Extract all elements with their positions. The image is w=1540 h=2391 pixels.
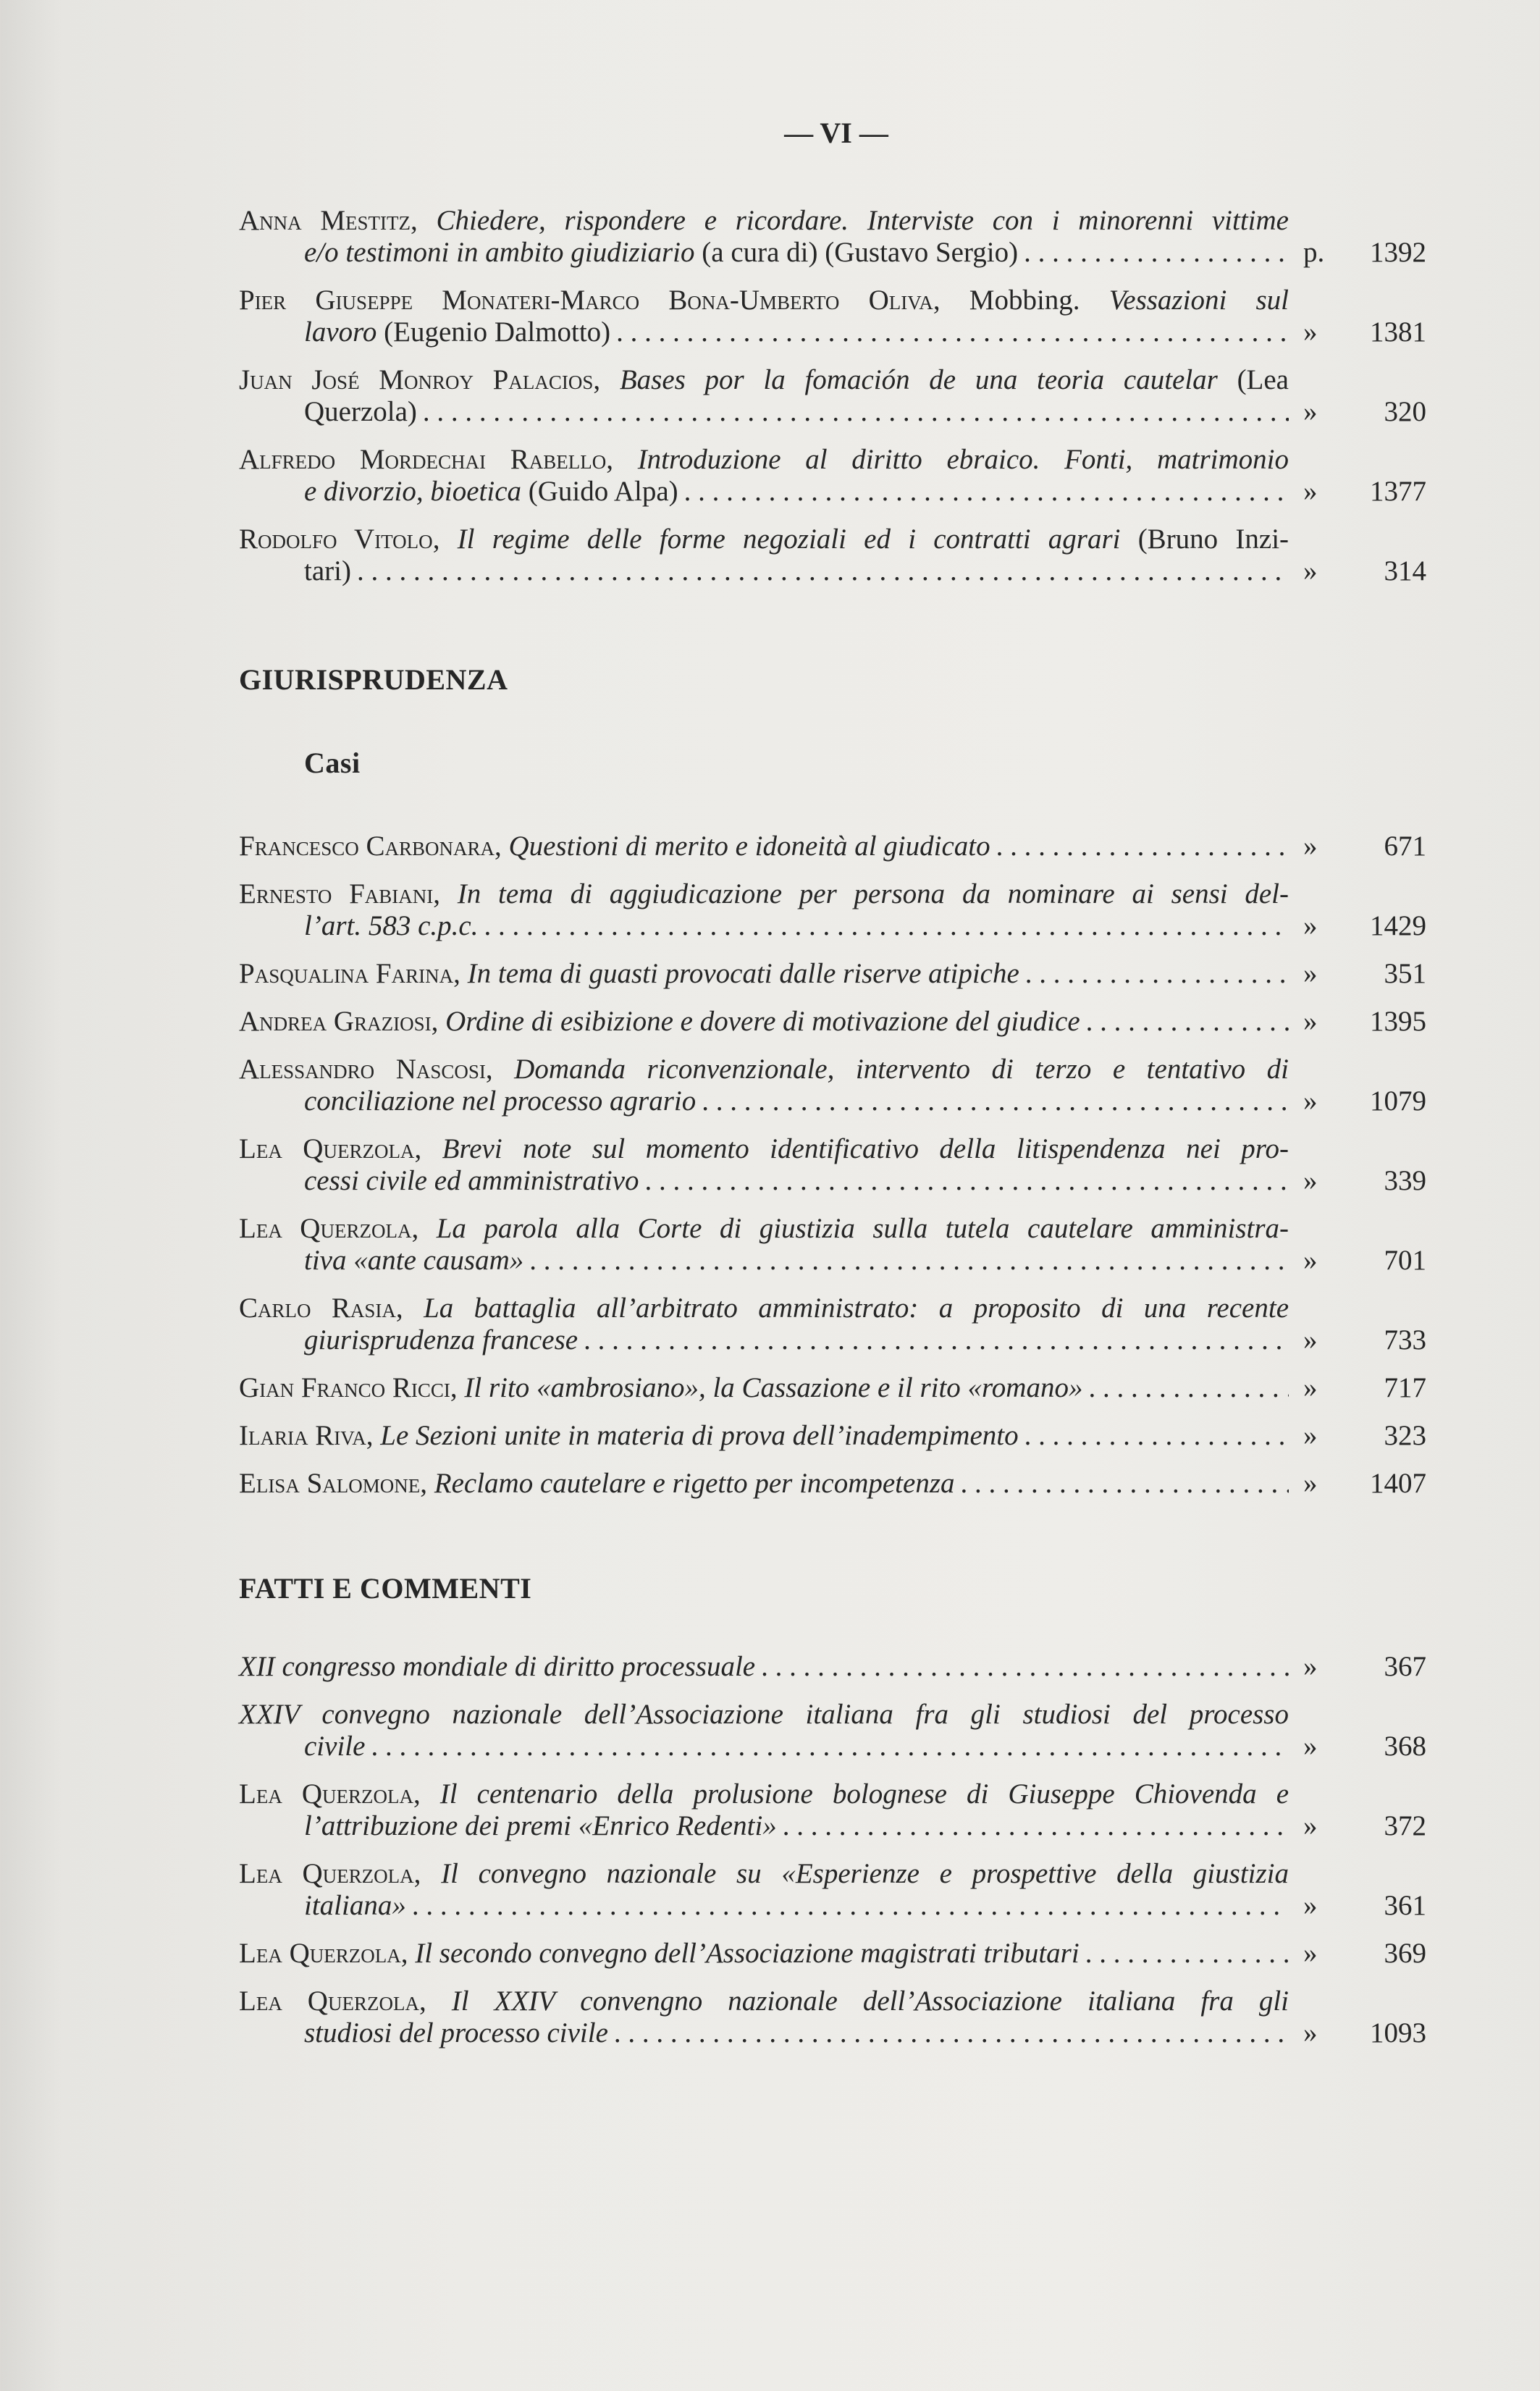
page-reference	[1289, 396, 1426, 428]
page-reference	[1289, 1938, 1426, 1970]
entry-note: ,	[414, 1133, 442, 1164]
page-reference	[1289, 316, 1426, 348]
entry-text	[304, 237, 1018, 269]
entry-author: Alessandro Nascosi	[239, 1054, 486, 1085]
toc-entry	[239, 831, 1426, 862]
entry-author: Rodolfo Vitolo	[239, 524, 433, 555]
entry-line	[239, 1890, 1426, 1922]
entry-line	[239, 1213, 1426, 1245]
entry-title: Il secondo convegno dell’Associazione magistrati tributari	[415, 1938, 1080, 1969]
entry-title: Ordine di esibizione e dovere di motivazione del giudice	[445, 1006, 1080, 1037]
entry-text	[304, 1245, 523, 1277]
subsection-heading-casi: Casi	[304, 747, 361, 779]
entry-title: studiosi del processo civile	[304, 2017, 608, 2048]
page-mark: p.	[1303, 237, 1325, 268]
entry-text	[239, 1651, 755, 1683]
entry-text	[304, 1165, 639, 1197]
entry-title: Il rito «ambrosiano», la Cassazione e il rito «romano»	[464, 1372, 1083, 1403]
entry-author: Pier Giuseppe Monateri-Marco Bona-Umberto Oliva	[239, 285, 933, 316]
page-reference	[1289, 1245, 1426, 1277]
page-mark: »	[1303, 1085, 1318, 1117]
page-mark: »	[1303, 910, 1318, 941]
page-number: 323	[1384, 1420, 1426, 1451]
leader-dots	[1080, 1938, 1289, 1970]
toc-entry	[239, 1858, 1426, 1922]
recensioni-list	[239, 205, 1426, 603]
leader-dots	[1080, 1006, 1289, 1038]
toc-entry	[239, 1372, 1426, 1404]
entry-line	[239, 1165, 1426, 1197]
entry-line	[239, 1420, 1426, 1452]
entry-title: Il regime delle forme negoziali ed i contratti agrari	[457, 524, 1121, 555]
entry-title: In tema di aggiudicazione per persona da nominare ai sensi del-	[457, 878, 1289, 909]
entry-text	[304, 396, 417, 428]
page-reference	[1289, 2017, 1426, 2049]
toc-entry	[239, 1468, 1426, 1500]
entry-title: La parola alla Corte di giustizia sulla tutela cautelare amministra-	[436, 1213, 1289, 1244]
entry-line	[239, 237, 1426, 269]
entry-title: La battaglia all’arbitrato amministrato: a proposito di una recente	[424, 1293, 1289, 1324]
entry-line	[239, 444, 1426, 476]
leader-dots	[1019, 1420, 1289, 1452]
entry-note: ,	[413, 1778, 440, 1810]
entry-title: Chiedere, rispondere e ricordare. Interviste con i minorenni vittime	[436, 205, 1289, 236]
toc-entry	[239, 1420, 1426, 1452]
entry-line	[239, 1986, 1426, 2017]
entry-text	[239, 364, 1289, 396]
entry-text	[239, 1372, 1082, 1404]
entry-author: Pasqualina Farina	[239, 958, 454, 989]
entry-note: ,	[432, 524, 458, 555]
entry-title: Il centenario della prolusione bolognese di Giuseppe Chiovenda e	[439, 1778, 1289, 1810]
entry-title: cessi civile ed amministrativo	[304, 1165, 639, 1196]
page-reference	[1289, 1420, 1426, 1452]
entry-note: (Guido Alpa)	[521, 476, 678, 507]
entry-note: ,	[495, 831, 509, 862]
page-reference	[1289, 958, 1426, 990]
entry-title: Il convegno nazionale su «Esperienze e prospettive della giustizia	[441, 1858, 1289, 1889]
entry-note: (Lea	[1217, 364, 1289, 395]
page-reference	[1289, 1165, 1426, 1197]
page-reference	[1289, 1468, 1426, 1500]
entry-note: ,	[433, 878, 458, 909]
leader-dots	[478, 910, 1289, 942]
page-mark: »	[1303, 1938, 1318, 1969]
entry-note: ,	[450, 1372, 465, 1403]
entry-line	[239, 316, 1426, 348]
toc-entry	[239, 444, 1426, 508]
leader-dots	[990, 831, 1289, 862]
entry-title: Bases por la fomación de una teoria cautelar	[619, 364, 1218, 395]
page-mark: »	[1303, 1810, 1318, 1841]
page-reference	[1289, 237, 1426, 269]
toc-entry	[239, 205, 1426, 269]
leader-dots	[417, 396, 1289, 428]
entry-author: Carlo Rasia	[239, 1293, 396, 1324]
page-mark: »	[1303, 476, 1318, 507]
entry-line	[239, 1293, 1426, 1324]
entry-note: ,	[411, 1213, 437, 1244]
entry-line	[239, 1054, 1426, 1085]
entry-note: Querzola)	[304, 396, 417, 427]
entry-note: ,	[453, 958, 468, 989]
page-reference	[1289, 1890, 1426, 1922]
entry-text	[304, 1085, 696, 1117]
leader-dots	[1082, 1372, 1289, 1404]
toc-entry	[239, 1054, 1426, 1117]
section-heading-giurisprudenza: GIURISPRUDENZA	[239, 663, 508, 696]
page-reference	[1289, 910, 1426, 942]
entry-line	[239, 958, 1426, 990]
page-reference	[1289, 1810, 1426, 1842]
toc-entry	[239, 1006, 1426, 1038]
entry-line	[239, 476, 1426, 508]
entry-title: Il XXIV convengno nazionale dell’Associazione italiana fra gli	[451, 1986, 1289, 2017]
entry-note: ,	[411, 205, 437, 236]
page-number: 1381	[1370, 316, 1426, 348]
entry-note: ,	[606, 444, 638, 475]
entry-line	[239, 1085, 1426, 1117]
page-number: 361	[1384, 1890, 1426, 1921]
page-number: 367	[1384, 1651, 1426, 1682]
entry-text	[239, 1468, 955, 1500]
page-number: 671	[1384, 831, 1426, 862]
entry-text	[239, 1054, 1289, 1085]
entry-text	[239, 1778, 1289, 1810]
leader-dots	[365, 1731, 1289, 1762]
leader-dots	[678, 476, 1289, 508]
page-reference	[1289, 1085, 1426, 1117]
entry-line	[239, 1324, 1426, 1356]
entry-text	[239, 1858, 1289, 1890]
entry-note: tari)	[304, 555, 351, 587]
leader-dots	[610, 316, 1289, 348]
page-number: 1093	[1370, 2017, 1426, 2048]
entry-title: civile	[304, 1731, 366, 1762]
entry-author: Francesco Carbonara	[239, 831, 495, 862]
entry-note: ,	[418, 1986, 452, 2017]
entry-text	[239, 1420, 1019, 1452]
entry-author: Lea Querzola	[239, 1213, 412, 1244]
entry-text	[304, 1810, 777, 1842]
page-mark: »	[1303, 2017, 1318, 2048]
entry-line	[239, 1858, 1426, 1890]
entry-text	[239, 205, 1289, 237]
entry-line	[239, 205, 1426, 237]
entry-title: Domanda riconvenzionale, intervento di terzo e tentativo di	[514, 1054, 1289, 1085]
toc-entry	[239, 1293, 1426, 1356]
toc-entry	[239, 878, 1426, 942]
toc-entry	[239, 364, 1426, 428]
entry-line	[239, 1245, 1426, 1277]
entry-line	[239, 910, 1426, 942]
toc-entry	[239, 285, 1426, 348]
page-mark: »	[1303, 1651, 1318, 1682]
leader-dots	[777, 1810, 1289, 1842]
page-mark: »	[1303, 1006, 1318, 1037]
entry-title: giurisprudenza francese	[304, 1324, 578, 1356]
page-reference	[1289, 1651, 1426, 1683]
entry-author: Anna Mestitz	[239, 205, 411, 236]
entry-title: Le Sezioni unite in materia di prova dell’inadempimento	[380, 1420, 1019, 1451]
entry-title: Brevi note sul momento identificativo della litispendenza nei pro-	[442, 1133, 1289, 1164]
entry-text	[239, 1938, 1080, 1970]
entry-title: XII congresso mondiale di diritto processuale	[239, 1651, 756, 1682]
entry-author: Lea Querzola	[239, 1133, 415, 1164]
entry-author: Ilaria Riva	[239, 1420, 366, 1451]
page-number: 351	[1384, 958, 1426, 989]
entry-author: Elisa Salomone	[239, 1468, 421, 1499]
page-mark: »	[1303, 831, 1318, 862]
entry-author: Ernesto Fabiani	[239, 878, 434, 909]
toc-entry	[239, 958, 1426, 990]
page-number: 733	[1384, 1324, 1426, 1356]
entry-line	[239, 1778, 1426, 1810]
page-reference	[1289, 831, 1426, 862]
entry-title: Questioni di merito e idoneità al giudicato	[508, 831, 990, 862]
entry-text	[304, 2017, 608, 2049]
toc-entry	[239, 1938, 1426, 1970]
entry-author: Lea Querzola	[239, 1778, 413, 1810]
entry-author: Lea Querzola	[239, 1986, 419, 2017]
page-mark: »	[1303, 958, 1318, 989]
entry-note: ,	[431, 1006, 446, 1037]
entry-title: In tema di guasti provocati dalle riserve atipiche	[467, 958, 1019, 989]
entry-text	[304, 316, 610, 348]
leader-dots	[755, 1651, 1289, 1683]
page-number: 320	[1384, 396, 1426, 427]
entry-note: ,	[395, 1293, 424, 1324]
entry-text	[239, 1986, 1289, 2017]
entry-text	[239, 878, 1289, 910]
entry-line	[239, 524, 1426, 555]
entry-text	[239, 444, 1289, 476]
leader-dots	[608, 2017, 1289, 2049]
page-number: 314	[1384, 555, 1426, 587]
page-reference	[1289, 1731, 1426, 1762]
section-heading-fatti-e-commenti: FATTI E COMMENTI	[239, 1572, 532, 1605]
entry-author: Gian Franco Ricci	[239, 1372, 450, 1403]
page-mark: »	[1303, 1420, 1318, 1451]
entry-text	[239, 958, 1019, 990]
page-reference	[1289, 1372, 1426, 1404]
entry-note: ,	[420, 1468, 434, 1499]
entry-note: ,	[593, 364, 620, 395]
entry-note: ,	[485, 1054, 515, 1085]
entry-title: e divorzio, bioetica	[304, 476, 522, 507]
entry-text	[239, 1213, 1289, 1245]
entry-line	[239, 1731, 1426, 1762]
page-mark: »	[1303, 1324, 1318, 1356]
entry-note: (Bruno Inzi-	[1120, 524, 1289, 555]
entry-title: tiva «ante causam»	[304, 1245, 524, 1276]
leader-dots	[639, 1165, 1289, 1197]
entry-line	[239, 831, 1426, 862]
toc-entry	[239, 1986, 1426, 2049]
entry-line	[239, 1810, 1426, 1842]
entry-line	[239, 1938, 1426, 1970]
toc-entry	[239, 1651, 1426, 1683]
leader-dots	[1019, 958, 1289, 990]
page-reference	[1289, 1324, 1426, 1356]
entry-text	[304, 910, 478, 942]
leader-dots	[1018, 237, 1289, 269]
entry-text	[304, 1731, 365, 1762]
page-mark: »	[1303, 1468, 1318, 1499]
leader-dots	[523, 1245, 1289, 1277]
page-mark: »	[1303, 1245, 1318, 1276]
leader-dots	[406, 1890, 1289, 1922]
page-number: 369	[1384, 1938, 1426, 1969]
entry-text	[239, 524, 1289, 555]
page-number: 717	[1384, 1372, 1426, 1403]
entry-author: Lea Querzola	[239, 1938, 401, 1969]
toc-entry	[239, 1699, 1426, 1762]
leader-dots	[696, 1085, 1289, 1117]
entry-line	[239, 1651, 1426, 1683]
entry-title: lavoro	[304, 316, 377, 348]
entry-title: XXIV convegno nazionale dell’Associazione italiana fra gli studiosi del processo	[239, 1699, 1289, 1730]
entry-text	[239, 1006, 1080, 1038]
entry-note: ,	[366, 1420, 381, 1451]
entry-line	[239, 396, 1426, 428]
page-number: 1429	[1370, 910, 1426, 941]
page-number: 1407	[1370, 1468, 1426, 1499]
entry-line	[239, 364, 1426, 396]
entry-title: Introduzione al diritto ebraico. Fonti, matrimonio	[637, 444, 1289, 475]
entry-line	[239, 1372, 1426, 1404]
entry-text	[239, 1699, 1289, 1731]
entry-line	[239, 1468, 1426, 1500]
page-number: 701	[1384, 1245, 1426, 1276]
page-number: 339	[1384, 1165, 1426, 1196]
page-mark: »	[1303, 1165, 1318, 1196]
toc-entry	[239, 524, 1426, 587]
page-reference	[1289, 1006, 1426, 1038]
page-number: 368	[1384, 1731, 1426, 1762]
entry-text	[239, 831, 990, 862]
entry-line	[239, 1133, 1426, 1165]
page-mark: »	[1303, 316, 1318, 348]
page-number: 1395	[1370, 1006, 1426, 1037]
entry-title: conciliazione nel processo agrario	[304, 1085, 697, 1117]
entry-line	[239, 1699, 1426, 1731]
entry-line	[239, 555, 1426, 587]
page-folio: — VI —	[784, 117, 888, 149]
page-mark: »	[1303, 1731, 1318, 1762]
leader-dots	[578, 1324, 1289, 1356]
entry-title: italiana»	[304, 1890, 406, 1921]
entry-note: ,	[413, 1858, 442, 1889]
entry-note: ,	[400, 1938, 416, 1969]
entry-author: Andrea Graziosi	[239, 1006, 432, 1037]
entry-author: Juan José Monroy Palacios	[239, 364, 594, 395]
leader-dots	[351, 555, 1289, 587]
page-number: 1377	[1370, 476, 1426, 507]
page-number: 372	[1384, 1810, 1426, 1841]
entry-title: Vessazioni sul	[1108, 285, 1289, 316]
entry-line	[239, 285, 1426, 316]
entry-text	[304, 1324, 578, 1356]
page-reference	[1289, 555, 1426, 587]
entry-text	[239, 285, 1289, 316]
entry-text	[304, 555, 351, 587]
toc-entry	[239, 1133, 1426, 1197]
entry-note: , Mobbing.	[933, 285, 1109, 316]
entry-text	[239, 1293, 1289, 1324]
page-mark: »	[1303, 1372, 1318, 1403]
page-number: 1079	[1370, 1085, 1426, 1117]
page-mark: »	[1303, 1890, 1318, 1921]
entry-line	[239, 2017, 1426, 2049]
entry-note: (Eugenio Dalmotto)	[376, 316, 611, 348]
entry-line	[239, 1006, 1426, 1038]
entry-title: Reclamo cautelare e rigetto per incompetenza	[434, 1468, 955, 1499]
entry-author: Alfredo Mordechai Rabello	[239, 444, 607, 475]
toc-entry	[239, 1213, 1426, 1277]
page-number: 1392	[1370, 237, 1426, 268]
entry-text	[304, 476, 678, 508]
page-mark: »	[1303, 396, 1318, 427]
entry-author: Lea Querzola	[239, 1858, 414, 1889]
entry-title: e/o testimoni in ambito giudiziario	[304, 237, 695, 268]
entry-text	[304, 1890, 406, 1922]
entry-text	[239, 1133, 1289, 1165]
leader-dots	[955, 1468, 1289, 1500]
fatti-e-commenti-list	[239, 1651, 1426, 2065]
page-reference	[1289, 476, 1426, 508]
page-mark: »	[1303, 555, 1318, 587]
entry-title: l’art. 583 c.p.c.	[304, 910, 479, 941]
entry-note: (a cura di) (Gustavo Sergio)	[694, 237, 1019, 268]
entry-line	[239, 878, 1426, 910]
entry-title: l’attribuzione dei premi «Enrico Redenti»	[304, 1810, 777, 1841]
toc-entry	[239, 1778, 1426, 1842]
casi-list	[239, 831, 1426, 1516]
